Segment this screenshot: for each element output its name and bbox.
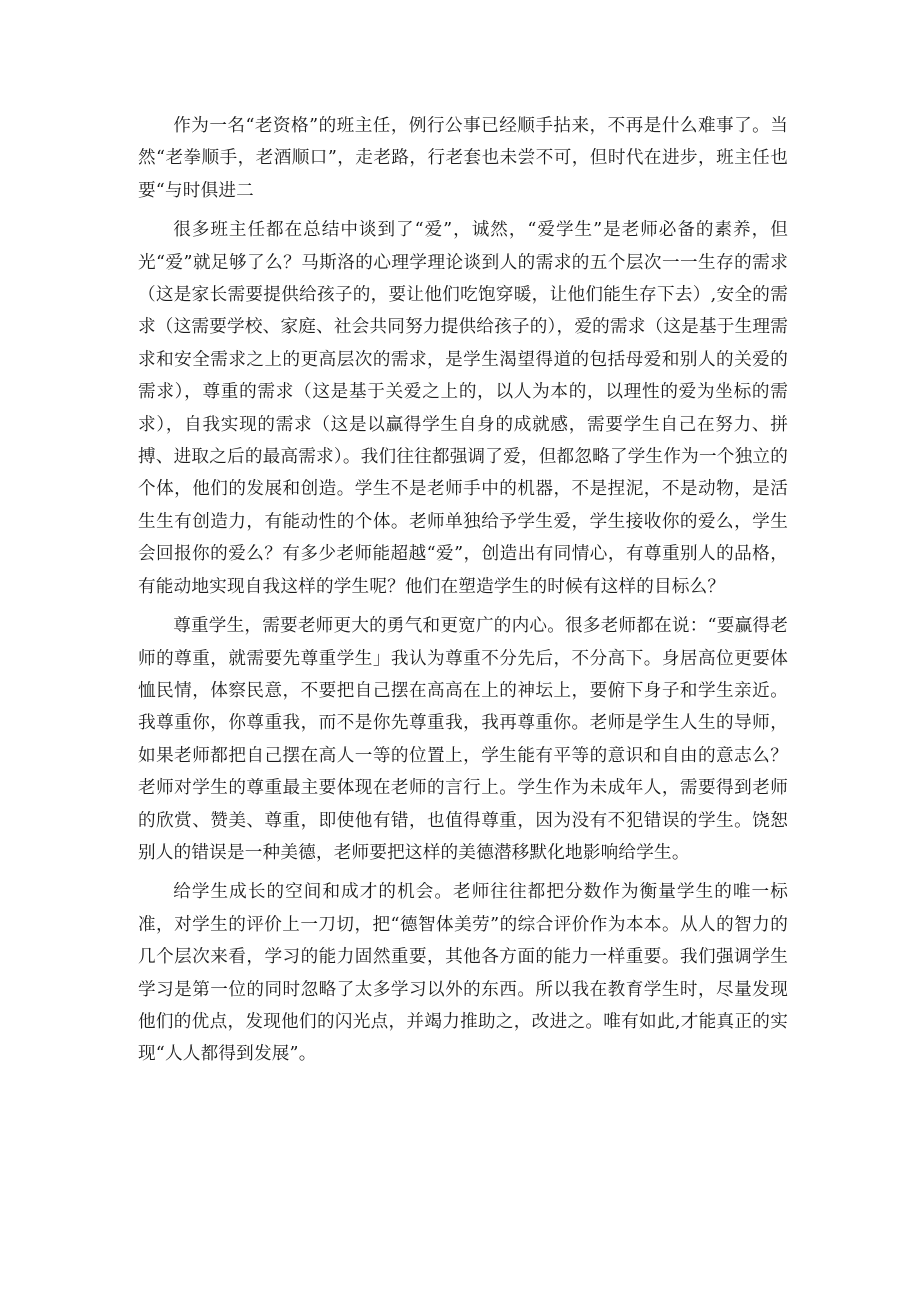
paragraph-2: 很多班主任都在总结中谈到了“爱”，诚然，“爱学生”是老师必备的素养，但光“爱”就足够了么？马斯洛的心理学理论谈到人的需求的五个层次一一生存的需求（这是家长需要提供给孩子的，要让他们吃饱穿暖，让他们能生存下去）,安全的需求（这需要学校、家庭、社会共同努力提供给孩子的），爱的需求（这是基于生理需求和安全需求之上的更高层次的需求，是学生渴望得道的包括母爱和别人的关爱的需求），尊重的需求（这是基于关爱之上的，以人为本的，以理性的爱为坐标的需求），自我实现的需求（这是以赢得学生自身的成就感，需要学生自己在努力、拼搏、进取之后的最高需求）。我们往往都强调了爱，但都忽略了学生作为一个独立的个体，他们的发展和创造。学生不是老师手中的机器，不是捏泥，不是动物，是活生生有创造力，有能动性的个体。老师单独给予学生爱，学生接收你的爱么，学生会回报你的爱么？有多少老师能超越“爱”，创造出有同情心，有尊重别人的品格，有能动地实现自我这样的学生呢？他们在塑造学生的时候有这样的目标么？ <box>138 220 788 597</box>
paragraph-3: 尊重学生，需要老师更大的勇气和更宽广的内心。很多老师都在说：“要赢得老师的尊重，就需要先尊重学生」我认为尊重不分先后，不分高下。身居高位更要体恤民情，体察民意，不要把自己摆在高高在上的神坛上，要俯下身子和学生亲近。我尊重你，你尊重我，而不是你先尊重我，我再尊重你。老师是学生人生的导师，如果老师都把自己摆在高人一等的位置上，学生能有平等的意识和自由的意志么？老师对学生的尊重最主要体现在老师的言行上。学生作为未成年人，需要得到老师的欣赏、赞美、尊重，即使他有错，也值得尊重，因为没有不犯错误的学生。饶恕别人的错误是一种美德，老师要把这样的美德潜移默化地影响给学生。 <box>138 616 788 863</box>
paragraph-4: 给学生成长的空间和成才的机会。老师往往都把分数作为衡量学生的唯一标准，对学生的评价上一刀切，把“德智体美劳”的综合评价作为本本。从人的智力的几个层次来看，学习的能力固然重要，其他各方面的能力一样重要。我们强调学生学习是第一位的同时忽略了太多学习以外的东西。所以我在教育学生时，尽量发现他们的优点，发现他们的闪光点，并竭力推助之，改进之。唯有如此,才能真正的实现“人人都得到发展”。 <box>138 882 788 1065</box>
document-body <box>138 110 788 1078</box>
paragraph-1: 作为一名“老资格”的班主任，例行公事已经顺手拈来，不再是什么难事了。当然“老拳顺手，老酒顺口”，走老路，行老套也未尝不可，但时代在进步，班主任也要“与时俱进二 <box>138 116 788 201</box>
